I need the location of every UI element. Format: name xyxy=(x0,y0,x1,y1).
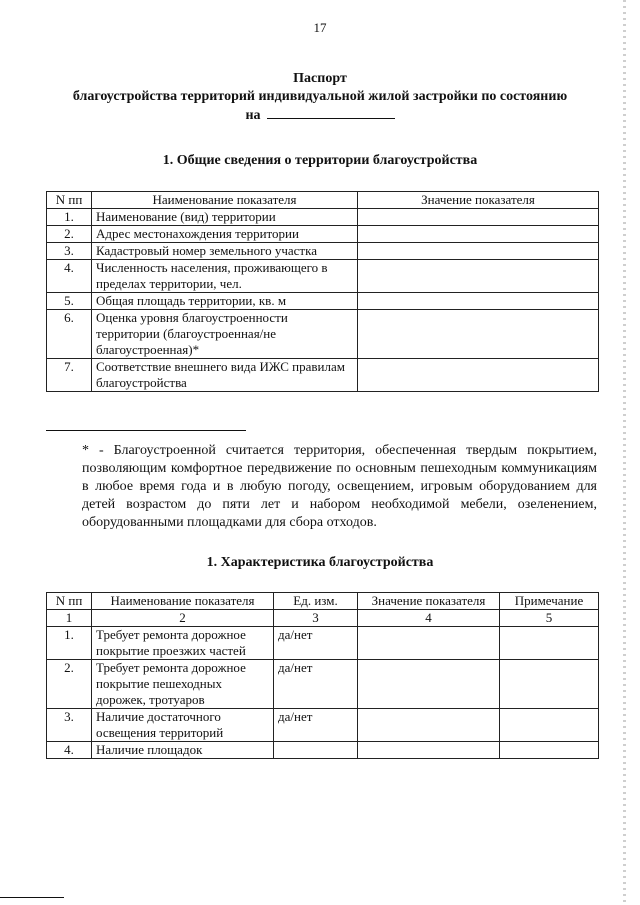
indicator-value xyxy=(358,709,500,742)
date-blank-field xyxy=(267,106,395,119)
column-header: Ед. изм. xyxy=(274,593,358,610)
indicator-value xyxy=(358,627,500,660)
general-info-table xyxy=(46,191,599,392)
document-subtitle: благоустройства территорий индивидуальной жилой застройки по состоянию xyxy=(72,89,568,104)
indicator-value xyxy=(358,226,599,243)
table-row xyxy=(47,627,599,660)
indicator-value xyxy=(358,310,599,359)
column-number: 2 xyxy=(92,610,274,627)
column-header: Значение показателя xyxy=(358,192,599,209)
indicator-name: Требует ремонта дорожное покрытие проезжих частей xyxy=(92,627,274,660)
column-header: Примечание xyxy=(500,593,599,610)
unit: да/нет xyxy=(274,660,358,709)
indicator-name: Наличие площадок xyxy=(92,742,274,759)
indicator-name: Наличие достаточного освещения территорий xyxy=(92,709,274,742)
table-row xyxy=(47,359,599,392)
table-row xyxy=(47,260,599,293)
table-row xyxy=(47,310,599,359)
table-header-row xyxy=(47,593,599,610)
column-number: 4 xyxy=(358,610,500,627)
column-header: Наименование показателя xyxy=(92,192,358,209)
table-row xyxy=(47,660,599,709)
section2-heading: 1. Характеристика благоустройства xyxy=(206,555,434,570)
row-number: 4. xyxy=(47,260,92,293)
document-title: Паспорт xyxy=(293,71,347,86)
row-number: 3. xyxy=(47,709,92,742)
footnote-text: * - Благоустроенной считается территория, обеспеченная твердым покрытием, позволяющим комфортное передвижение по основным пешеходным коммуникациям в любое время года и в любую погоду, освещением, игровым оборудованием для детей возрастом до пяти лет и набором необходимой мебели, озеленением, оборудованными площадками для сбора отходов. xyxy=(82,443,597,530)
row-number: 1. xyxy=(47,209,92,226)
indicator-value xyxy=(358,243,599,260)
column-number: 5 xyxy=(500,610,599,627)
indicator-value xyxy=(358,742,500,759)
section1-heading: 1. Общие сведения о территории благоустройства xyxy=(162,153,478,168)
indicator-name: Численность населения, проживающего в пределах территории, чел. xyxy=(92,260,358,293)
characteristics-table xyxy=(46,592,599,759)
table-row xyxy=(47,742,599,759)
indicator-name: Оценка уровня благоустроенности территории (благоустроенная/не благоустроенная)* xyxy=(92,310,358,359)
table-header-row xyxy=(47,192,599,209)
indicator-name: Требует ремонта дорожное покрытие пешеходных дорожек, тротуаров xyxy=(92,660,274,709)
note xyxy=(500,660,599,709)
row-number: 4. xyxy=(47,742,92,759)
unit: да/нет xyxy=(274,709,358,742)
page-number: 17 xyxy=(313,20,327,35)
indicator-name: Общая площадь территории, кв. м xyxy=(92,293,358,310)
column-number: 1 xyxy=(47,610,92,627)
unit xyxy=(274,742,358,759)
row-number: 6. xyxy=(47,310,92,359)
indicator-name: Соответствие внешнего вида ИЖС правилам благоустройства xyxy=(92,359,358,392)
column-header: Значение показателя xyxy=(358,593,500,610)
indicator-name: Кадастровый номер земельного участка xyxy=(92,243,358,260)
indicator-value xyxy=(358,660,500,709)
table-row xyxy=(47,709,599,742)
indicator-name: Наименование (вид) территории xyxy=(92,209,358,226)
note xyxy=(500,709,599,742)
table-row xyxy=(47,209,599,226)
indicator-value xyxy=(358,260,599,293)
table-row xyxy=(47,293,599,310)
date-prefix: на xyxy=(245,108,261,123)
row-number: 7. xyxy=(47,359,92,392)
date-line xyxy=(40,106,600,125)
indicator-value xyxy=(358,359,599,392)
table-row xyxy=(47,243,599,260)
table-row xyxy=(47,226,599,243)
note xyxy=(500,627,599,660)
footnote-divider xyxy=(46,430,246,431)
scan-edge xyxy=(623,0,626,905)
column-number-row xyxy=(47,610,599,627)
unit: да/нет xyxy=(274,627,358,660)
row-number: 2. xyxy=(47,660,92,709)
row-number: 3. xyxy=(47,243,92,260)
bottom-rule xyxy=(0,897,64,898)
indicator-value xyxy=(358,293,599,310)
column-header: N пп xyxy=(47,192,92,209)
column-header: N пп xyxy=(47,593,92,610)
row-number: 2. xyxy=(47,226,92,243)
indicator-value xyxy=(358,209,599,226)
row-number: 1. xyxy=(47,627,92,660)
column-header: Наименование показателя xyxy=(92,593,274,610)
column-number: 3 xyxy=(274,610,358,627)
indicator-name: Адрес местонахождения территории xyxy=(92,226,358,243)
row-number: 5. xyxy=(47,293,92,310)
note xyxy=(500,742,599,759)
